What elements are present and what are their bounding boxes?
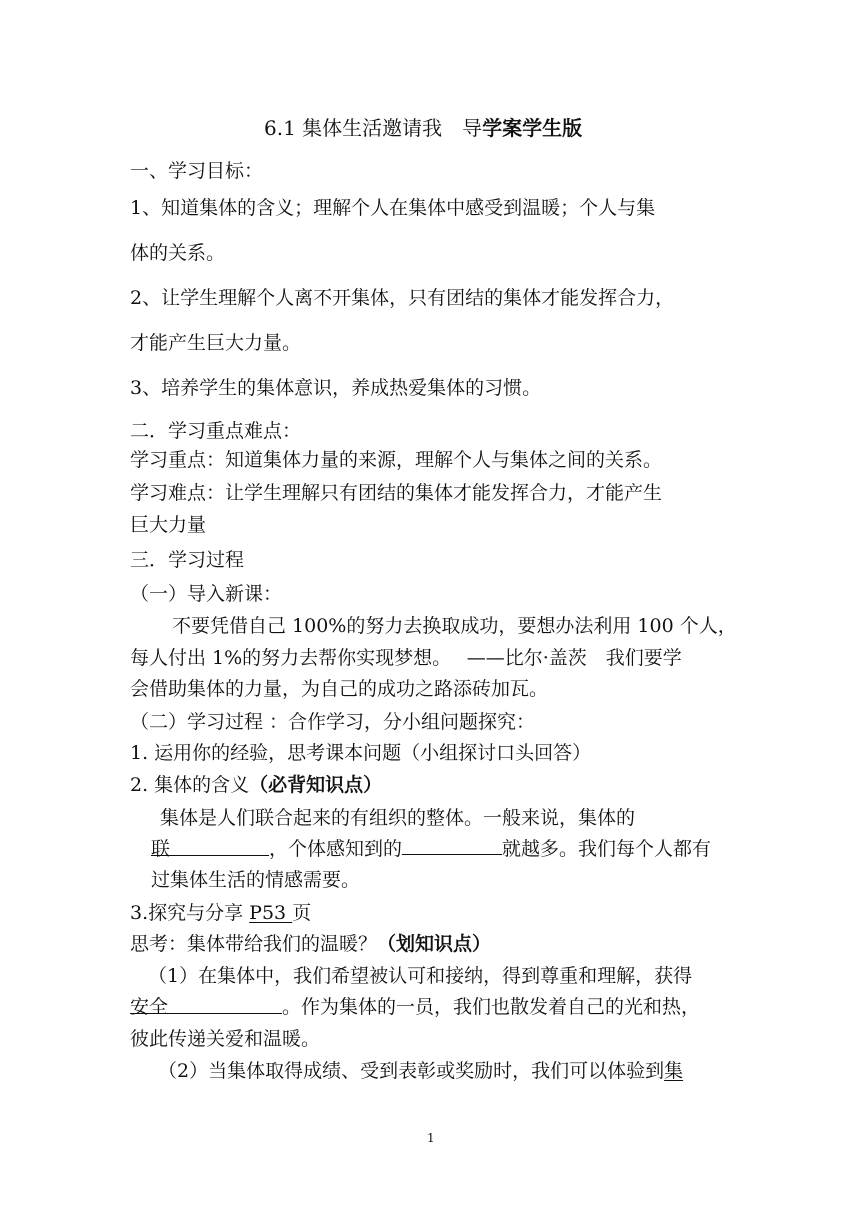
- question-2-text: 2. 集体的含义: [130, 774, 250, 796]
- fill-blank-1[interactable]: [151, 837, 269, 860]
- must-memorize-label: （必背知识点）: [249, 774, 383, 796]
- fill-blank-1-text: 联: [151, 838, 171, 860]
- page-title: [264, 116, 582, 140]
- goal-1-line-2: 体的关系。: [130, 242, 226, 264]
- question-3-text: 3.探究与分享: [130, 902, 250, 924]
- definition-line-2-mid: ，个体感知到的: [269, 838, 403, 860]
- quote-line-3: 会借助集体的力量，为自己的成功之路添砖加瓦。: [130, 678, 549, 700]
- difficulty-line-2: 巨大力量: [130, 514, 207, 536]
- goal-2-line-1: 2、让学生理解个人离不开集体，只有团结的集体才能发挥合力，: [130, 287, 675, 309]
- title-bold: 学案学生版: [482, 116, 583, 140]
- textbook-page-ref: P53: [249, 902, 293, 924]
- goal-1-line-1: 1、知道集体的含义；理解个人在集体中感受到温暖；个人与集: [130, 197, 656, 219]
- point-2-text: （2）当集体取得成绩、受到表彰或奖励时，我们可以体验到: [158, 1060, 665, 1082]
- think-question: [130, 932, 491, 956]
- question-2: [130, 773, 382, 797]
- section-1-heading: 一、学习目标：: [130, 160, 264, 182]
- key-point: 学习重点：知道集体力量的来源，理解个人与集体之间的关系。: [130, 449, 663, 471]
- intro-heading: （一）导入新课：: [130, 583, 283, 605]
- think-question-text: 思考：集体带给我们的温暖？: [130, 933, 378, 955]
- fill-blank-2[interactable]: [402, 836, 502, 855]
- definition-line-2: [151, 836, 711, 861]
- question-3: [130, 901, 311, 925]
- point-2-line-1: [158, 1059, 683, 1083]
- point-1-line-1: （1）在集体中，我们希望被认可和接纳，得到尊重和理解，获得: [148, 965, 693, 987]
- fill-blank-4-start: 集: [664, 1060, 684, 1082]
- section-3-heading: 三．学习过程: [130, 549, 245, 571]
- process-heading: （二）学习过程 ：合作学习，分小组问题探究：: [130, 711, 536, 733]
- point-1-line-2: [130, 995, 700, 1019]
- quote-line-1: 不要凭借自己 100%的努力去换取成功，要想办法利用 100 个人，: [172, 615, 737, 637]
- difficulty-line-1: 学习难点：让学生理解只有团结的集体才能发挥合力，才能产生: [130, 482, 663, 504]
- title-main: 6.1 集体生活邀请我 导: [264, 116, 483, 140]
- definition-line-3: 过集体生活的情感需要。: [151, 869, 361, 891]
- fill-blank-3[interactable]: [130, 995, 282, 1018]
- goal-3: 3、培养学生的集体意识，养成热爱集体的习惯。: [130, 377, 542, 399]
- question-1: 1. 运用你的经验，思考课本问题（小组探讨口头回答）: [130, 742, 592, 764]
- quote-line-2: 每人付出 1%的努力去帮你实现梦想。 ——比尔·盖茨 我们要学: [130, 647, 682, 669]
- fill-blank-3-text: 安全: [130, 996, 169, 1018]
- point-1-line-2-rest: 。作为集体的一员，我们也散发着自己的光和热，: [282, 996, 701, 1018]
- definition-line-2-end: 就越多。我们每个人都有: [502, 838, 712, 860]
- section-2-heading: 二．学习重点难点：: [130, 420, 302, 442]
- definition-line-1: 集体是人们联合起来的有组织的整体。一般来说，集体的: [160, 807, 636, 829]
- question-3-suffix: 页: [292, 902, 312, 924]
- page-number: 1: [427, 1131, 435, 1145]
- point-1-line-3: 彼此传递关爱和温暖。: [130, 1028, 321, 1050]
- mark-knowledge-label: （划知识点）: [377, 933, 492, 955]
- goal-2-line-2: 才能产生巨大力量。: [130, 332, 302, 354]
